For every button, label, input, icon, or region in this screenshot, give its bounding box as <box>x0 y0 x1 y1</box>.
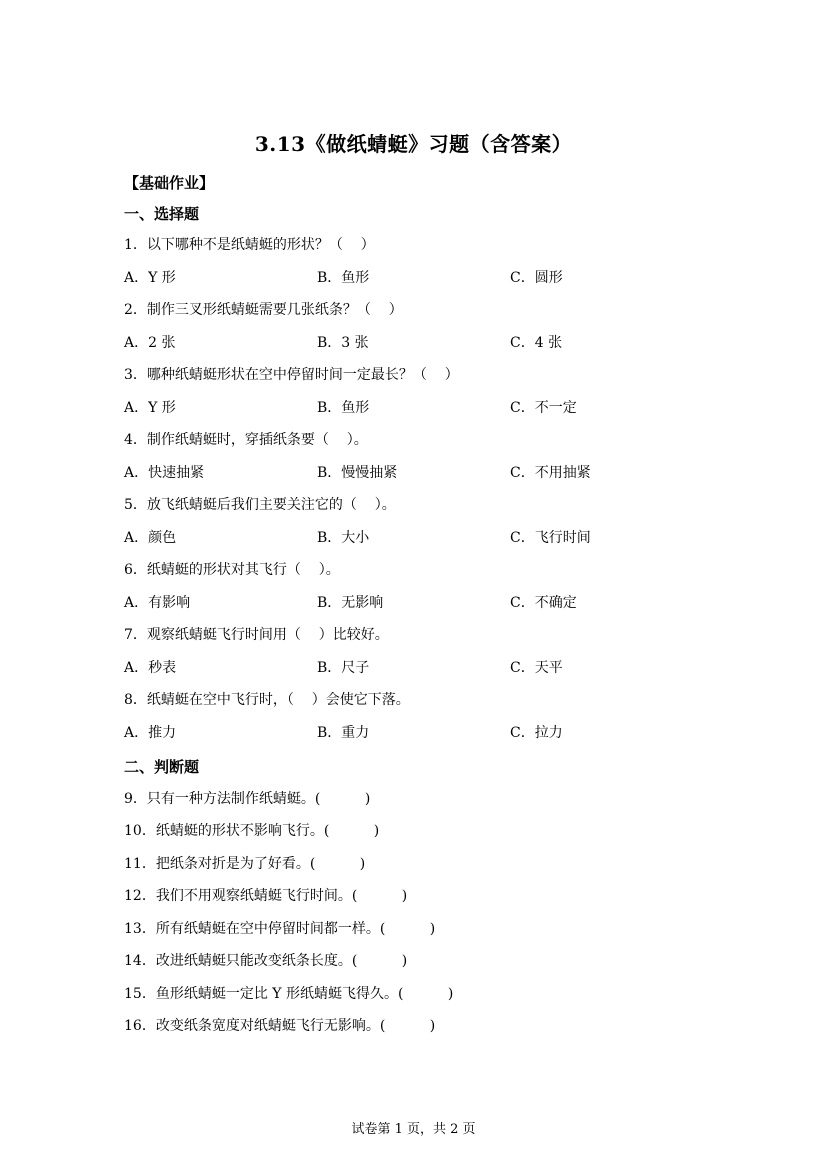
q7-option-b: B．尺子 <box>317 660 370 676</box>
q3-option-c: C．不一定 <box>510 400 577 416</box>
judge-question-9: 9．只有一种方法制作纸蜻蜓。( ) <box>124 791 371 807</box>
choice-question-8: 8．纸蜻蜓在空中飞行时，（ ）会使它下落。 <box>124 692 410 708</box>
q5-option-a: A．颜色 <box>124 530 177 546</box>
choice-question-3: 3．哪种纸蜻蜓形状在空中停留时间一定最长？（ ） <box>124 367 459 383</box>
q2-option-c: C．4 张 <box>510 335 563 351</box>
judge-question-14: 14．改进纸蜻蜓只能改变纸条长度。( ) <box>124 953 408 969</box>
q6-option-c: C．不确定 <box>510 595 577 611</box>
choice-question-6: 6．纸蜻蜓的形状对其飞行（ ）。 <box>124 562 340 578</box>
choice-question-4: 4．制作纸蜻蜓时，穿插纸条要（ ）。 <box>124 432 368 448</box>
section-choice-heading: 一、选择题 <box>124 205 200 223</box>
q2-option-b: B．3 张 <box>317 335 369 351</box>
basic-homework-label: 【基础作业】 <box>124 174 215 192</box>
choice-question-1: 1．以下哪种不是纸蜻蜓的形状？（ ） <box>124 237 375 253</box>
page-footer: 试卷第 1 页，共 2 页 <box>351 1122 476 1137</box>
judge-question-13: 13．所有纸蜻蜓在空中停留时间都一样。( ) <box>124 921 436 937</box>
q3-option-b: B．鱼形 <box>317 400 370 416</box>
choice-question-7: 7．观察纸蜻蜓飞行时间用（ ）比较好。 <box>124 627 389 643</box>
q6-option-a: A．有影响 <box>124 595 191 611</box>
q1-option-b: B．鱼形 <box>317 270 370 286</box>
q4-option-c: C．不用抽紧 <box>510 465 591 481</box>
judge-question-16: 16．改变纸条宽度对纸蜻蜓飞行无影响。( ) <box>124 1018 436 1034</box>
q5-option-b: B．大小 <box>317 530 370 546</box>
judge-question-12: 12．我们不用观察纸蜻蜓飞行时间。( ) <box>124 888 408 904</box>
q6-option-b: B．无影响 <box>317 595 384 611</box>
q8-option-a: A．推力 <box>124 725 177 741</box>
q1-option-c: C．圆形 <box>510 270 563 286</box>
q4-option-b: B．慢慢抽紧 <box>317 465 398 481</box>
judge-question-15: 15．鱼形纸蜻蜓一定比 Y 形纸蜻蜓飞得久。( ) <box>124 986 454 1002</box>
q8-option-c: C．拉力 <box>510 725 563 741</box>
q7-option-c: C．天平 <box>510 660 563 676</box>
judge-question-11: 11．把纸条对折是为了好看。( ) <box>124 856 366 872</box>
q8-option-b: B．重力 <box>317 725 370 741</box>
judge-question-10: 10．纸蜻蜓的形状不影响飞行。( ) <box>124 823 380 839</box>
page-title: 3.13《做纸蜻蜓》习题（含答案） <box>254 132 573 156</box>
q2-option-a: A．2 张 <box>124 335 176 351</box>
choice-question-5: 5．放飞纸蜻蜓后我们主要关注它的（ ）。 <box>124 497 396 513</box>
section-judge-heading: 二、判断题 <box>124 758 200 776</box>
q4-option-a: A．快速抽紧 <box>124 465 205 481</box>
q3-option-a: A．Y 形 <box>124 400 176 416</box>
q7-option-a: A．秒表 <box>124 660 177 676</box>
q5-option-c: C．飞行时间 <box>510 530 591 546</box>
q1-option-a: A．Y 形 <box>124 270 176 286</box>
choice-question-2: 2．制作三叉形纸蜻蜓需要几张纸条？（ ） <box>124 302 403 318</box>
